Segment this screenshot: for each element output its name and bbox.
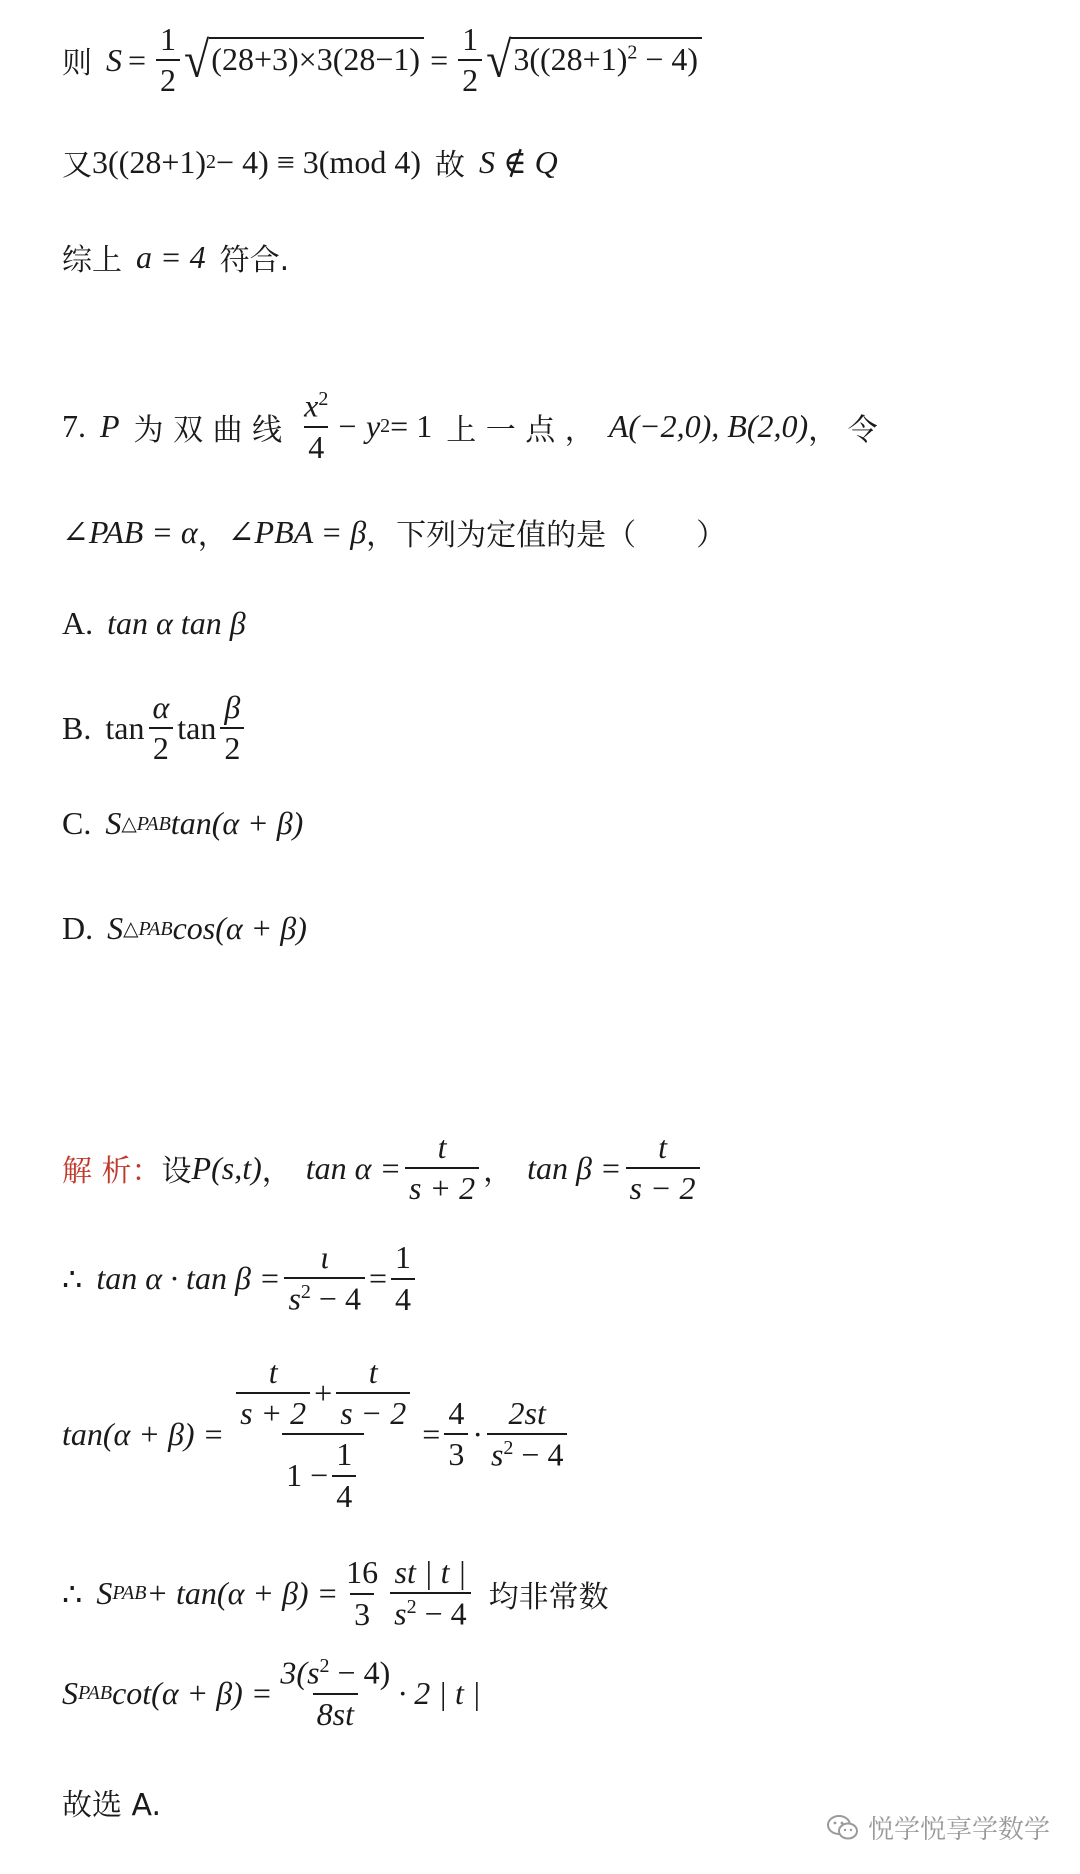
half-fraction-2: $\frac{1}{2}$	[458, 22, 482, 98]
option-b: B. tan $\frac{\alpha}{2}$ tan $\frac{\beta}{2}$	[62, 690, 248, 766]
sqrt-2: √ $3((28+1)^2 - 4)$	[486, 37, 702, 83]
question-line-1: 7. P 为 双 曲 线 $\frac{x^2}{4}$ − y 2 = 1 上 一 点 ， A(−2,0), B(2,0) ， 令	[62, 387, 878, 465]
option-d: D. S △PAB cos(α + β)	[62, 910, 307, 946]
solution-line-5: S PAB cot(α + β) = $\frac{3(s^2 - 4)}{8st}$ · 2 | t |	[62, 1654, 481, 1732]
wechat-icon	[826, 1814, 860, 1842]
solution-line-3: tan(α + β) = $\frac{t}{s + 2}$ + $\frac{t}{s - 2}$ 1 − $\frac{1}{4}$ = $\frac{4}{3}$ · $\frac{2st}{s^2 - 4}$	[62, 1355, 571, 1514]
solution-label: 解 析：	[62, 1154, 162, 1190]
half-fraction: $\frac{1}{2}$	[156, 22, 180, 98]
sqrt-1: √ (28+3)×3(28−1)	[184, 37, 424, 83]
solution-line-2: ∴ tan α · tan β = $\frac{\iota}{s^2 - 4}$ = $\frac{1}{4}$	[62, 1240, 419, 1317]
compound-fraction: $\frac{t}{s + 2}$ + $\frac{t}{s - 2}$ 1 − $\frac{1}{4}$	[228, 1355, 418, 1514]
prev-line-2: 又 3((28+1) 2 − 4) ≡ 3(mod 4) 故 S ∉ Q	[62, 143, 558, 183]
solution-conclusion: 故选 A.	[62, 1788, 162, 1823]
watermark: 悦学悦享学数学	[826, 1809, 1050, 1846]
question-line-2: ∠PAB = α ， ∠PBA = β ，下列为定值的是（ ）	[62, 514, 727, 553]
prev-line-3: 综上 a = 4 符合.	[62, 238, 290, 278]
solution-line-1: 解 析： 设 P(s,t) ， tan α = $\frac{t}{s + 2}$ ， tan β = $\frac{t}{s - 2}$	[62, 1130, 704, 1206]
x2-over-4: $\frac{x^2}{4}$	[304, 387, 329, 465]
prev-line-1: 则 S = $\frac{1}{2}$ √ (28+3)×3(28−1) = $\frac{1}{2}$ √ $3((28+1)^2 - 4)$	[62, 22, 702, 98]
option-a: A. tan α tan β	[62, 605, 246, 641]
option-c: C. S △PAB tan(α + β)	[62, 805, 304, 841]
solution-line-4: ∴ S PAB + tan(α + β) = $\frac{16}{3}$ $\frac{st | t |}{s^2 - 4}$ 均非常数	[62, 1554, 609, 1632]
